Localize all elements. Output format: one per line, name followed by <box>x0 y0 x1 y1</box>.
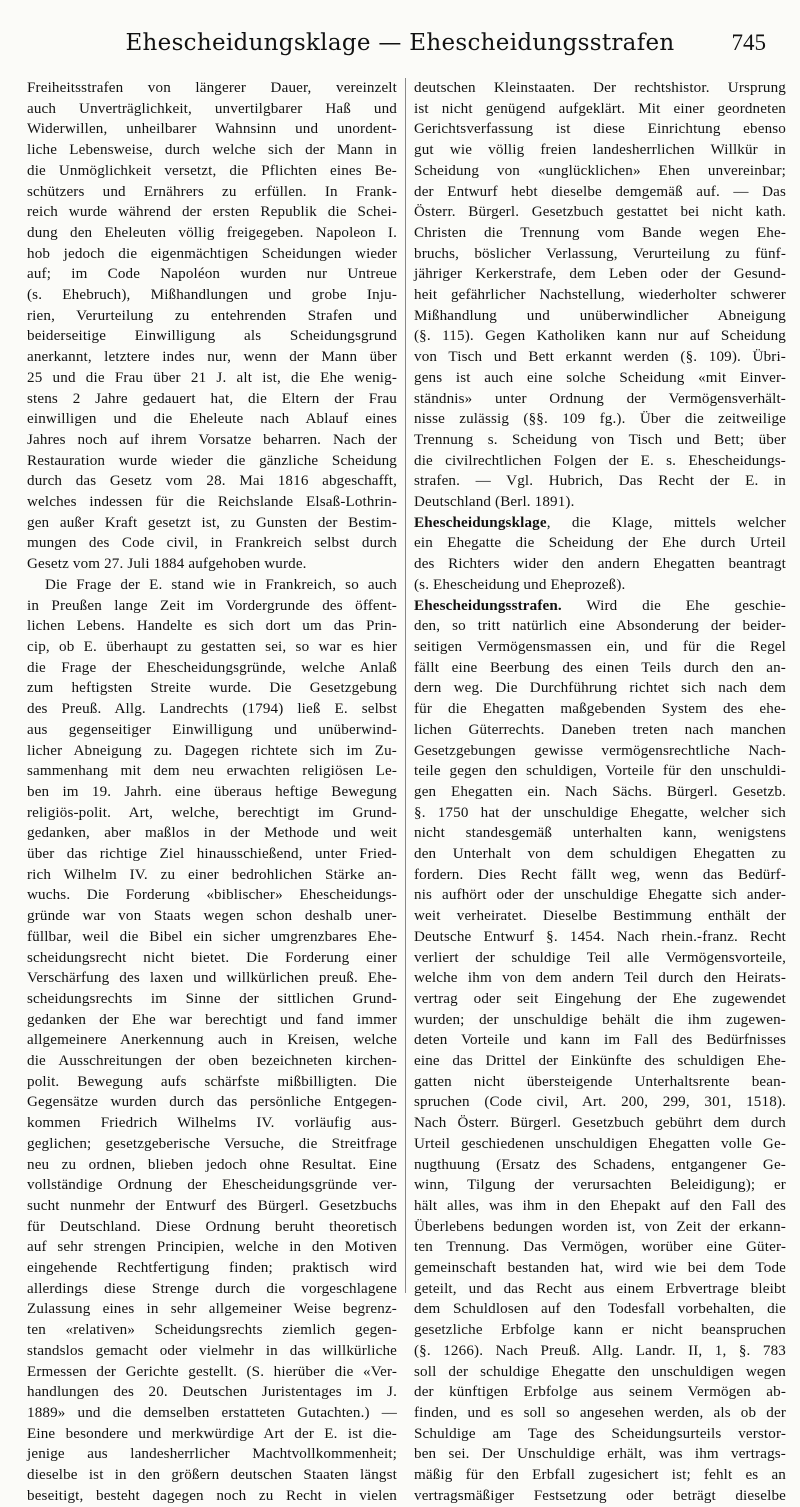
text-line: Trennung s. Scheidung von Tisch und Bett; über <box>414 431 786 448</box>
text-line: vertrag oder seit Eingehung der Ehe zugewendet <box>414 990 786 1007</box>
text-line: 25 und die Frau über 21 J. alt ist, die Ehe wenig- <box>27 369 397 386</box>
text-line: wuchs. Die Forderung «biblischer» Ehescheidungs- <box>27 887 397 904</box>
text-line: gedanken, aber maßlos in der Methode und weit <box>27 825 397 842</box>
text-line: zum heftigsten Streite wurde. Die Gesetzgebung <box>27 680 397 697</box>
text-line: winn, Tilgung der verursachten Beleidigung); er <box>414 1177 786 1194</box>
text-line: sucht nunmehr der Entwurf des Bürgerl. Gesetzbuchs <box>27 1197 397 1214</box>
text-line: die Unmöglichkeit versetzt, die Pflichten eines Be- <box>27 162 397 179</box>
text-line: der künftigen Erbfolge aus seinem Vermögen ab- <box>414 1384 786 1401</box>
text-line: mungen des Code civil, in Frankreich selbst durch <box>27 535 397 552</box>
text-line <box>414 513 786 534</box>
text-line: nicht standesgemäß unterhalten kann, wenigstens <box>414 825 786 842</box>
text-line: Deutsche Entwurf §. 1454. Nach rhein.-franz. Recht <box>414 928 786 945</box>
running-head: Ehescheidungsklage — Ehescheidungsstrafen <box>125 30 675 56</box>
text-line: anerkannt, letztere indes nur, wenn der Mann über <box>27 349 397 366</box>
text-line: gatten nicht übersteigende Unterhaltsrente bean- <box>414 1073 786 1090</box>
text-line: Widerwillen, unheilbarer Wahnsinn und unordent- <box>27 121 397 138</box>
text-line: jähriger Kerkerstrafe, dem Leben oder der Gesund- <box>414 266 786 283</box>
text-line: dern weg. Die Durchführung richtet sich nach dem <box>414 680 786 697</box>
text-line: lichen Lebens. Handelte es sich dort um das Prin- <box>27 618 397 635</box>
text-line: Gerichtsverfassung ist diese Einrichtung ebenso <box>414 121 786 138</box>
text-line: (s. Ehebruch), Mißhandlungen und grobe Inju- <box>27 287 397 304</box>
text-line: ben im 19. Jahrh. eine überaus heftige Bewegung <box>27 783 397 800</box>
text-line: Gesetzgebungen gewisse vermögensrechtliche Nach- <box>414 742 786 759</box>
text-line: Eine besondere und merkwürdige Art der E. ist die- <box>27 1425 397 1442</box>
text-line: jenige aus landesherrlicher Machtvollkommenheit; <box>27 1446 397 1463</box>
text-line: fällt eine Beerbung des einen Teils durch den an- <box>414 659 786 676</box>
text-line: einwilligen und die Eheleute nach Ablauf eines <box>27 411 397 428</box>
text-line: liche Lebensweise, durch welche sich der Mann in <box>27 142 397 159</box>
text-line: Die Frage der E. stand wie in Frankreich, so auch <box>45 576 397 593</box>
text-line: polit. Bewegung aufs schärfste mißbilligten. Die <box>27 1073 397 1090</box>
text-line: wurden; der unschuldige behält die ihm zugewen- <box>414 1011 786 1028</box>
text-line: ten Trennung. Das Vermögen, worüber eine Güter- <box>414 1239 786 1256</box>
text-line: gut wie völlig freien landesherrlichen Willkür in <box>414 142 786 159</box>
text-line: Gegensätze wurden durch das persönliche Entgegen- <box>27 1094 397 1111</box>
text-line: den, so tritt natürlich eine Absonderung der beider- <box>414 618 786 635</box>
text-line: nis aufhört oder der unschuldige Ehegatte sich ander- <box>414 887 786 904</box>
text-line: scheidungsrecht nicht bietet. Die Forderung einer <box>27 949 397 966</box>
text-line: Nach Österr. Bürgerl. Gesetzbuch gebührt dem durch <box>414 1115 786 1132</box>
text-line: ständnis» unter Ordnung der Vermögensverhält- <box>414 390 786 407</box>
text-line: rien, Verurteilung zu entehrenden Strafen und <box>27 307 397 324</box>
text-line: deutschen Kleinstaaten. Der rechtshistor. Ursprung <box>414 80 786 96</box>
text-line: Christen die Trennung vom Bande wegen Ehe- <box>414 224 786 241</box>
text-line: seitigen Vermögensmassen ein, und für die Regel <box>414 638 786 655</box>
text-line: (§. 115). Gegen Katholiken kann nur auf Scheidung <box>414 328 786 345</box>
text-line: die Ausschreitungen der oben bezeichneten kirchen- <box>27 1053 397 1070</box>
text-line: standslos gemacht oder vielmehr in das willkürliche <box>27 1342 397 1359</box>
text-line: gen außer Kraft gesetzt ist, zu Gunsten der Bestim- <box>27 514 397 531</box>
text-line: schützers und Ernährers zu erfüllen. In Frank- <box>27 183 397 200</box>
text-line: scheidungsrechts im Sinne der sittlichen Grund- <box>27 990 397 1007</box>
text-line: ben sei. Der Unschuldige erhält, was ihm vertrags- <box>414 1446 786 1463</box>
text-line: hält alles, was ihm in den Ehepakt auf den Fall des <box>414 1197 786 1214</box>
right-column <box>414 78 786 1504</box>
text-line: finden, und es soll so angesehen werden, als ob der <box>414 1405 786 1421</box>
text-line: dem Schuldlosen auf den Todesfall vorbehalten, die <box>414 1301 786 1318</box>
text-line: deten Vorteile und kann im Fall des Bedürfnisses <box>414 1032 786 1049</box>
text-line: (§. 1266). Nach Preuß. Allg. Landr. II, 1, §. 783 <box>414 1342 786 1359</box>
text-line: dung den Eheleuten völlig freigegeben. Napoleon I. <box>27 224 397 241</box>
text-line: in Preußen lange Zeit im Vordergrunde des öffent- <box>27 597 397 614</box>
text-line: stens 2 Jahre gedauert hat, die Eltern der Frau <box>27 390 397 407</box>
text-line: durch das Gesetz vom 28. Mai 1816 abgeschafft, <box>27 473 397 490</box>
text-line: vollständige Ordnung der Ehescheidungsgründe ver- <box>27 1177 397 1194</box>
text-line: Zulassung eines in sehr allgemeiner Weise begrenz- <box>27 1301 397 1318</box>
text-line: vertragsmäßiger Festsetzung oder beträgt dieselbe <box>414 1487 786 1504</box>
text-line: mäßig für den Erbfall zugesichert ist; fehlt es an <box>414 1467 786 1484</box>
text-line: des Richters wider den andern Ehegatten beantragt <box>414 556 786 573</box>
text-line: den Unterhalt von dem schuldigen Ehegatten zu <box>414 846 786 863</box>
column-divider <box>405 78 406 1293</box>
text-line: beiderseitige Einwilligung als Scheidungsgrund <box>27 328 397 345</box>
text-line: rich Wilhelm IV. zu einer bedrohlichen Stärke an- <box>27 866 397 883</box>
text-line: reich wurde während der ersten Republik die Schei- <box>27 204 397 221</box>
text-line: Überlebens bedungen worden ist, von Zeit der erkann- <box>414 1218 786 1235</box>
entry-headword: Ehescheidungsstrafen. <box>414 597 562 614</box>
text-line: Mißhandlung und unüberwindlicher Abneigung <box>414 307 786 324</box>
text-line: handlungen des 20. Deutschen Juristentages im J. <box>27 1384 397 1401</box>
text-line: spruchen (Code civil, Art. 200, 299, 301, 1518). <box>414 1094 786 1111</box>
text-line: die civilrechtlichen Folgen der E. s. Ehescheidungs- <box>414 452 786 469</box>
text-line: des Preuß. Allg. Landrechts (1794) ließ E. selbst <box>27 701 397 718</box>
text-line: Schuldige am Tage des Scheidungsurteils verstor- <box>414 1425 786 1442</box>
text-line: Scheidung von «unglücklichen» Ehen unvereinbar; <box>414 162 786 179</box>
text-line: beseitigt, besteht dagegen noch zu Recht in vielen <box>27 1487 397 1504</box>
text-line: hob jedoch die eigenmächtigen Scheidungen wieder <box>27 245 397 262</box>
text-line: soll der schuldige Ehegatte den unschuldigen wegen <box>414 1363 786 1380</box>
text-line: ten «relativen» Scheidungsrechts ziemlich gegen- <box>27 1322 397 1339</box>
text-line: weit verheiratet. Dieselbe Bestimmung enthält der <box>414 908 786 925</box>
text-line: ist nicht genügend aufgeklärt. Mit einer geordneten <box>414 100 786 117</box>
text-line: eine das Drittel der Einkünfte des schuldigen Ehe- <box>414 1053 786 1070</box>
text-line: 1889» und die demselben erstatteten Gutachten.) — <box>27 1405 397 1421</box>
text-line: sammenhang mit dem neu erwachten religiösen Le- <box>27 763 397 780</box>
text-line: fordern. Dies Recht fällt weg, wenn das Bedürf- <box>414 866 786 883</box>
left-column <box>27 78 397 1504</box>
text-line: Ermessen der Gerichte gestellt. (S. hierüber die «Ver- <box>27 1363 397 1380</box>
text-line: gründe war von Staats wegen schon deshalb uner- <box>27 908 397 925</box>
text-line: aus gegenseitiger Einwilligung und unüberwind- <box>27 721 397 738</box>
text-line: heit gefährlicher Nachstellung, wiederholter schwerer <box>414 287 786 304</box>
text-line: von Tisch und Bett erkannt werden (§. 109). Übri- <box>414 349 786 366</box>
text-line: Urteil geschiedenen unschuldigen Ehegatten volle Ge- <box>414 1135 786 1152</box>
page-number: 745 <box>731 30 766 55</box>
text-line: für Deutschland. Diese Ordnung beruht theoretisch <box>27 1218 397 1235</box>
text-line: Restauration wurde wieder die gänzliche Scheidung <box>27 452 397 469</box>
text-line: nugthuung (Ersatz des Schadens, entgangener Ge- <box>414 1156 786 1173</box>
entry-text: , die Klage, mittels welcher <box>546 514 786 531</box>
text-line: bruchs, böslicher Verlassung, Verurteilung zu fünf- <box>414 245 786 262</box>
text-line: strafen. — Vgl. Hubrich, Das Recht der E. in <box>414 473 786 490</box>
text-line: gen Ehegatten ein. Nach Sächs. Bürgerl. Gesetzb. <box>414 783 786 800</box>
text-line: teile gegen den schuldigen, Vorteile für den unschuldi- <box>414 763 786 780</box>
page-header <box>28 30 772 70</box>
text-line: religiös-polit. Art, welche, berechtigt im Grund- <box>27 804 397 821</box>
text-line: allerdings diese Strenge durch die vorgeschlagene <box>27 1280 397 1297</box>
text-line: kommen Friedrich Wilhelms IV. vorläufig aus- <box>27 1115 397 1132</box>
text-line: (s. Ehescheidung und Eheprozeß). <box>414 576 626 593</box>
text-line: gemeinschaft bestanden hat, wird wie bei dem Tode <box>414 1260 786 1277</box>
entry-text: Wird die Ehe geschie- <box>561 597 786 614</box>
text-line: lichen Güterrechts. Daneben treten nach manchen <box>414 721 786 738</box>
text-line: Deutschland (Berl. 1891). <box>414 494 575 511</box>
text-line: dieselbe ist in den größern deutschen Staaten längst <box>27 1467 397 1484</box>
text-line <box>414 596 786 617</box>
text-line: welche ihm von dem andern Teil durch den Heirats- <box>414 970 786 987</box>
text-line: der Entwurf hebt dieselbe demgemäß auf. — Das <box>414 183 786 200</box>
text-line: auch Unverträglichkeit, unvertilgbarer Haß und <box>27 100 397 117</box>
text-line: verliert der schuldige Teil alle Vermögensvorteile, <box>414 949 786 966</box>
entry-headword: Ehescheidungsklage <box>414 514 547 531</box>
text-line: cip, ob E. überhaupt zu gestatten sei, so war es hier <box>27 638 397 655</box>
text-line: allgemeinere Anerkennung auch in Kreisen, welche <box>27 1032 397 1049</box>
text-line: Verschärfung des laxen und willkürlichen preuß. Ehe- <box>27 970 397 987</box>
text-line: licher Abneigung zu. Dagegen richtete sich im Zu- <box>27 742 397 759</box>
text-line: Gesetz vom 27. Juli 1884 aufgehoben wurde. <box>27 556 307 573</box>
text-line: ein Ehegatte die Scheidung der Ehe durch Urteil <box>414 535 786 552</box>
text-line: für die Ehegatten maßgebenden System des ehe- <box>414 701 786 718</box>
text-line: gesetzliche Erbfolge kann er nicht beanspruchen <box>414 1322 786 1339</box>
text-line: welches indessen für die Reichslande Elsaß-Lothrin- <box>27 494 397 511</box>
text-line: über das richtige Ziel hinausschießend, unter Fried- <box>27 846 397 863</box>
text-line: neu zu ordnen, blieben jedoch ohne Resultat. Eine <box>27 1156 397 1173</box>
text-line: geteilt, und das Recht aus einem Erbvertrage bleibt <box>414 1280 786 1297</box>
text-line: die Frage der Ehescheidungsgründe, welche Anlaß <box>27 659 397 676</box>
text-line: eingehende Rechtfertigung finden; praktisch wird <box>27 1260 397 1277</box>
text-line: nisse zulässig (§§. 109 fg.). Über die zeitweilige <box>414 411 786 428</box>
text-line: auf sehr strengen Principien, welche in den Motiven <box>27 1239 397 1256</box>
text-line: §. 1750 hat der unschuldige Ehegatte, welcher sich <box>414 804 786 821</box>
text-line: Österr. Bürgerl. Gesetzbuch gestattet bei nicht kath. <box>414 204 786 221</box>
text-line: geglichen; gesetzgeberische Versuche, die Streitfrage <box>27 1135 397 1152</box>
text-line: gedanken der Ehe war berechtigt und fand immer <box>27 1011 397 1028</box>
text-line: Freiheitsstrafen von längerer Dauer, vereinzelt <box>27 80 397 96</box>
text-line: auf; im Code Napoléon wurden nur Untreue <box>27 266 397 283</box>
text-line: gens ist auch eine solche Scheidung «mit Einver- <box>414 369 786 386</box>
text-line: Jahres noch auf ihrem Vorsatze beharren. Nach der <box>27 431 397 448</box>
text-line: füllbar, weil die Bibel ein sicher umgrenzbares Ehe- <box>27 928 397 945</box>
